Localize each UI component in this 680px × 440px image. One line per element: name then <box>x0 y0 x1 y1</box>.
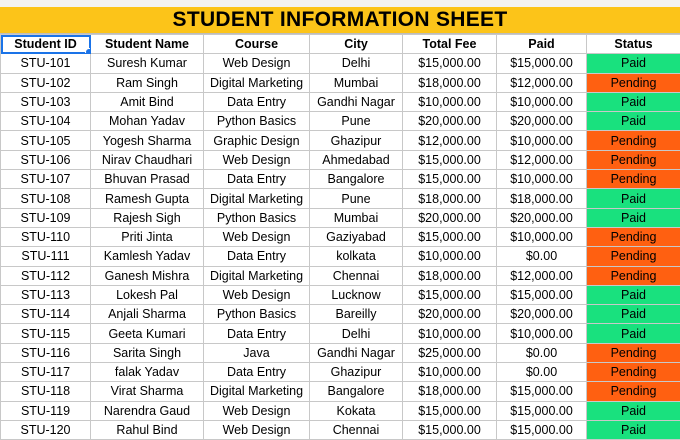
cell-city[interactable]: Mumbai <box>310 208 403 227</box>
cell-city[interactable]: Pune <box>310 189 403 208</box>
table-row <box>1 92 680 111</box>
cell-city[interactable]: Bangalore <box>310 382 403 401</box>
cell-total-fee[interactable]: $15,000.00 <box>403 170 497 189</box>
cell-status[interactable]: Paid <box>587 54 680 73</box>
table-row <box>1 170 680 189</box>
cell-city[interactable]: Kokata <box>310 401 403 420</box>
cell-course[interactable]: Python Basics <box>204 305 310 324</box>
header-cell-status[interactable]: Status <box>587 35 680 54</box>
cell-total-fee[interactable]: $15,000.00 <box>403 401 497 420</box>
cell-student-name[interactable]: Amit Bind <box>91 92 204 111</box>
cell-student-name[interactable]: Priti Jinta <box>91 227 204 246</box>
cell-student-id[interactable]: STU-112 <box>1 266 91 285</box>
cell-city[interactable]: Bangalore <box>310 170 403 189</box>
cell-student-name[interactable]: falak Yadav <box>91 363 204 382</box>
cell-city[interactable]: Delhi <box>310 324 403 343</box>
cell-paid[interactable]: $10,000.00 <box>497 131 587 150</box>
cell-course[interactable]: Web Design <box>204 150 310 169</box>
cell-status[interactable]: Paid <box>587 189 680 208</box>
cell-city[interactable]: Gandhi Nagar <box>310 343 403 362</box>
cell-paid[interactable]: $15,000.00 <box>497 285 587 304</box>
cell-city[interactable]: Bareilly <box>310 305 403 324</box>
cell-student-id[interactable]: STU-118 <box>1 382 91 401</box>
cell-course[interactable]: Python Basics <box>204 112 310 131</box>
cell-student-name[interactable]: Virat Sharma <box>91 382 204 401</box>
cell-total-fee[interactable]: $12,000.00 <box>403 131 497 150</box>
cell-total-fee[interactable]: $18,000.00 <box>403 266 497 285</box>
cell-status[interactable]: Paid <box>587 208 680 227</box>
cell-course[interactable]: Web Design <box>204 420 310 439</box>
cell-student-name[interactable]: Anjali Sharma <box>91 305 204 324</box>
student-table <box>0 34 680 440</box>
cell-status[interactable]: Paid <box>587 324 680 343</box>
cell-course[interactable]: Data Entry <box>204 363 310 382</box>
cell-city[interactable]: Chennai <box>310 266 403 285</box>
cell-status[interactable]: Paid <box>587 92 680 111</box>
header-row <box>1 35 680 54</box>
cell-student-id[interactable]: STU-108 <box>1 189 91 208</box>
cell-status[interactable]: Pending <box>587 343 680 362</box>
cell-course[interactable]: Web Design <box>204 227 310 246</box>
cell-city[interactable]: kolkata <box>310 247 403 266</box>
cell-student-id[interactable]: STU-110 <box>1 227 91 246</box>
cell-student-name[interactable]: Ram Singh <box>91 73 204 92</box>
table-row <box>1 401 680 420</box>
cell-student-name[interactable]: Sarita Singh <box>91 343 204 362</box>
cell-paid[interactable]: $15,000.00 <box>497 420 587 439</box>
cell-student-id[interactable]: STU-116 <box>1 343 91 362</box>
cell-student-name[interactable]: Bhuvan Prasad <box>91 170 204 189</box>
cell-student-name[interactable]: Rajesh Sigh <box>91 208 204 227</box>
cell-student-name[interactable]: Kamlesh Yadav <box>91 247 204 266</box>
cell-paid[interactable]: $10,000.00 <box>497 92 587 111</box>
cell-city[interactable]: Ghazipur <box>310 131 403 150</box>
cell-student-name[interactable]: Rahul Bind <box>91 420 204 439</box>
cell-student-name[interactable]: Suresh Kumar <box>91 54 204 73</box>
cell-course[interactable]: Java <box>204 343 310 362</box>
cell-total-fee[interactable]: $18,000.00 <box>403 73 497 92</box>
cell-city[interactable]: Mumbai <box>310 73 403 92</box>
cell-total-fee[interactable]: $20,000.00 <box>403 208 497 227</box>
cell-total-fee[interactable]: $10,000.00 <box>403 324 497 343</box>
cell-student-id[interactable]: STU-119 <box>1 401 91 420</box>
cell-city[interactable]: Delhi <box>310 54 403 73</box>
header-cell-city[interactable]: City <box>310 35 403 54</box>
cell-status[interactable]: Paid <box>587 285 680 304</box>
cell-status[interactable]: Pending <box>587 73 680 92</box>
cell-city[interactable]: Ghazipur <box>310 363 403 382</box>
cell-city[interactable]: Ahmedabad <box>310 150 403 169</box>
cell-paid[interactable]: $0.00 <box>497 363 587 382</box>
cell-student-name[interactable]: Mohan Yadav <box>91 112 204 131</box>
cell-status[interactable]: Pending <box>587 150 680 169</box>
table-row <box>1 324 680 343</box>
cell-student-name[interactable]: Geeta Kumari <box>91 324 204 343</box>
cell-city[interactable]: Gaziyabad <box>310 227 403 246</box>
cell-city[interactable]: Pune <box>310 112 403 131</box>
cell-status[interactable]: Pending <box>587 363 680 382</box>
cell-course[interactable]: Web Design <box>204 54 310 73</box>
cell-course[interactable]: Digital Marketing <box>204 189 310 208</box>
cell-student-id[interactable]: STU-103 <box>1 92 91 111</box>
cell-status[interactable]: Pending <box>587 247 680 266</box>
cell-status[interactable]: Pending <box>587 170 680 189</box>
cell-student-name[interactable]: Narendra Gaud <box>91 401 204 420</box>
cell-city[interactable]: Gandhi Nagar <box>310 92 403 111</box>
cell-student-name[interactable]: Lokesh Pal <box>91 285 204 304</box>
header-cell-student-id[interactable] <box>1 35 91 54</box>
cell-paid[interactable]: $15,000.00 <box>497 382 587 401</box>
cell-paid[interactable]: $0.00 <box>497 247 587 266</box>
cell-total-fee[interactable]: $15,000.00 <box>403 420 497 439</box>
table-row <box>1 266 680 285</box>
cell-student-id[interactable]: STU-106 <box>1 150 91 169</box>
cell-course[interactable]: Web Design <box>204 285 310 304</box>
table-body <box>1 54 680 440</box>
table-row <box>1 189 680 208</box>
cell-student-name[interactable]: Yogesh Sharma <box>91 131 204 150</box>
cell-course[interactable]: Digital Marketing <box>204 266 310 285</box>
cell-course[interactable]: Graphic Design <box>204 131 310 150</box>
cell-status[interactable]: Paid <box>587 112 680 131</box>
cell-student-id[interactable]: STU-102 <box>1 73 91 92</box>
cell-total-fee[interactable]: $20,000.00 <box>403 305 497 324</box>
cell-total-fee[interactable]: $25,000.00 <box>403 343 497 362</box>
cell-paid[interactable]: $18,000.00 <box>497 189 587 208</box>
table-row <box>1 343 680 362</box>
cell-status[interactable]: Paid <box>587 305 680 324</box>
table-row <box>1 112 680 131</box>
cell-student-id[interactable]: STU-115 <box>1 324 91 343</box>
cell-student-id[interactable]: STU-104 <box>1 112 91 131</box>
table-row <box>1 420 680 439</box>
cell-paid[interactable]: $20,000.00 <box>497 305 587 324</box>
cell-total-fee[interactable]: $15,000.00 <box>403 227 497 246</box>
cell-course[interactable]: Python Basics <box>204 208 310 227</box>
cell-student-id[interactable]: STU-117 <box>1 363 91 382</box>
table-row <box>1 305 680 324</box>
cell-status[interactable]: Pending <box>587 131 680 150</box>
cell-student-name[interactable]: Ganesh Mishra <box>91 266 204 285</box>
table-row <box>1 150 680 169</box>
cell-student-name[interactable]: Ramesh Gupta <box>91 189 204 208</box>
cell-student-id[interactable]: STU-109 <box>1 208 91 227</box>
cell-total-fee[interactable]: $15,000.00 <box>403 150 497 169</box>
cell-status[interactable]: Pending <box>587 266 680 285</box>
cell-student-id[interactable]: STU-120 <box>1 420 91 439</box>
cell-course[interactable]: Web Design <box>204 401 310 420</box>
table-row <box>1 382 680 401</box>
cell-total-fee[interactable]: $10,000.00 <box>403 247 497 266</box>
cell-city[interactable]: Chennai <box>310 420 403 439</box>
header-cell-course[interactable]: Course <box>204 35 310 54</box>
cell-total-fee[interactable]: $15,000.00 <box>403 54 497 73</box>
table-row <box>1 208 680 227</box>
cell-total-fee[interactable]: $15,000.00 <box>403 285 497 304</box>
cell-student-id[interactable]: STU-105 <box>1 131 91 150</box>
cell-paid[interactable]: $0.00 <box>497 343 587 362</box>
cell-course[interactable]: Digital Marketing <box>204 73 310 92</box>
header-cell-student-name[interactable]: Student Name <box>91 35 204 54</box>
header-label: Student ID <box>14 37 77 52</box>
cell-course[interactable]: Data Entry <box>204 92 310 111</box>
cell-course[interactable]: Digital Marketing <box>204 382 310 401</box>
selection-fill-handle[interactable] <box>85 48 91 54</box>
cell-status[interactable]: Paid <box>587 401 680 420</box>
table-row <box>1 247 680 266</box>
cell-paid[interactable]: $15,000.00 <box>497 54 587 73</box>
cell-total-fee[interactable]: $20,000.00 <box>403 112 497 131</box>
cell-course[interactable]: Data Entry <box>204 170 310 189</box>
cell-status[interactable]: Pending <box>587 382 680 401</box>
cell-total-fee[interactable]: $18,000.00 <box>403 189 497 208</box>
cell-paid[interactable]: $10,000.00 <box>497 170 587 189</box>
cell-student-id[interactable]: STU-101 <box>1 54 91 73</box>
cell-paid[interactable]: $10,000.00 <box>497 324 587 343</box>
cell-student-id[interactable]: STU-107 <box>1 170 91 189</box>
cell-course[interactable]: Data Entry <box>204 324 310 343</box>
cell-status[interactable]: Paid <box>587 420 680 439</box>
cell-total-fee[interactable]: $18,000.00 <box>403 382 497 401</box>
cell-city[interactable]: Lucknow <box>310 285 403 304</box>
cell-paid[interactable]: $20,000.00 <box>497 208 587 227</box>
table-row <box>1 131 680 150</box>
table-row <box>1 73 680 92</box>
table-row <box>1 54 680 73</box>
cell-student-name[interactable]: Nirav Chaudhari <box>91 150 204 169</box>
table-row <box>1 227 680 246</box>
cell-paid[interactable]: $12,000.00 <box>497 150 587 169</box>
sheet-title[interactable]: STUDENT INFORMATION SHEET <box>0 7 680 34</box>
cell-status[interactable]: Pending <box>587 227 680 246</box>
cell-course[interactable]: Data Entry <box>204 247 310 266</box>
cell-paid[interactable]: $10,000.00 <box>497 227 587 246</box>
cell-paid[interactable]: $12,000.00 <box>497 266 587 285</box>
table-row <box>1 285 680 304</box>
header-cell-total-fee[interactable]: Total Fee <box>403 35 497 54</box>
header-cell-paid[interactable]: Paid <box>497 35 587 54</box>
cell-paid[interactable]: $12,000.00 <box>497 73 587 92</box>
cell-paid[interactable]: $15,000.00 <box>497 401 587 420</box>
cell-student-id[interactable]: STU-113 <box>1 285 91 304</box>
cell-total-fee[interactable]: $10,000.00 <box>403 92 497 111</box>
cell-student-id[interactable]: STU-111 <box>1 247 91 266</box>
cell-paid[interactable]: $20,000.00 <box>497 112 587 131</box>
table-row <box>1 363 680 382</box>
cell-student-id[interactable]: STU-114 <box>1 305 91 324</box>
cell-total-fee[interactable]: $10,000.00 <box>403 363 497 382</box>
